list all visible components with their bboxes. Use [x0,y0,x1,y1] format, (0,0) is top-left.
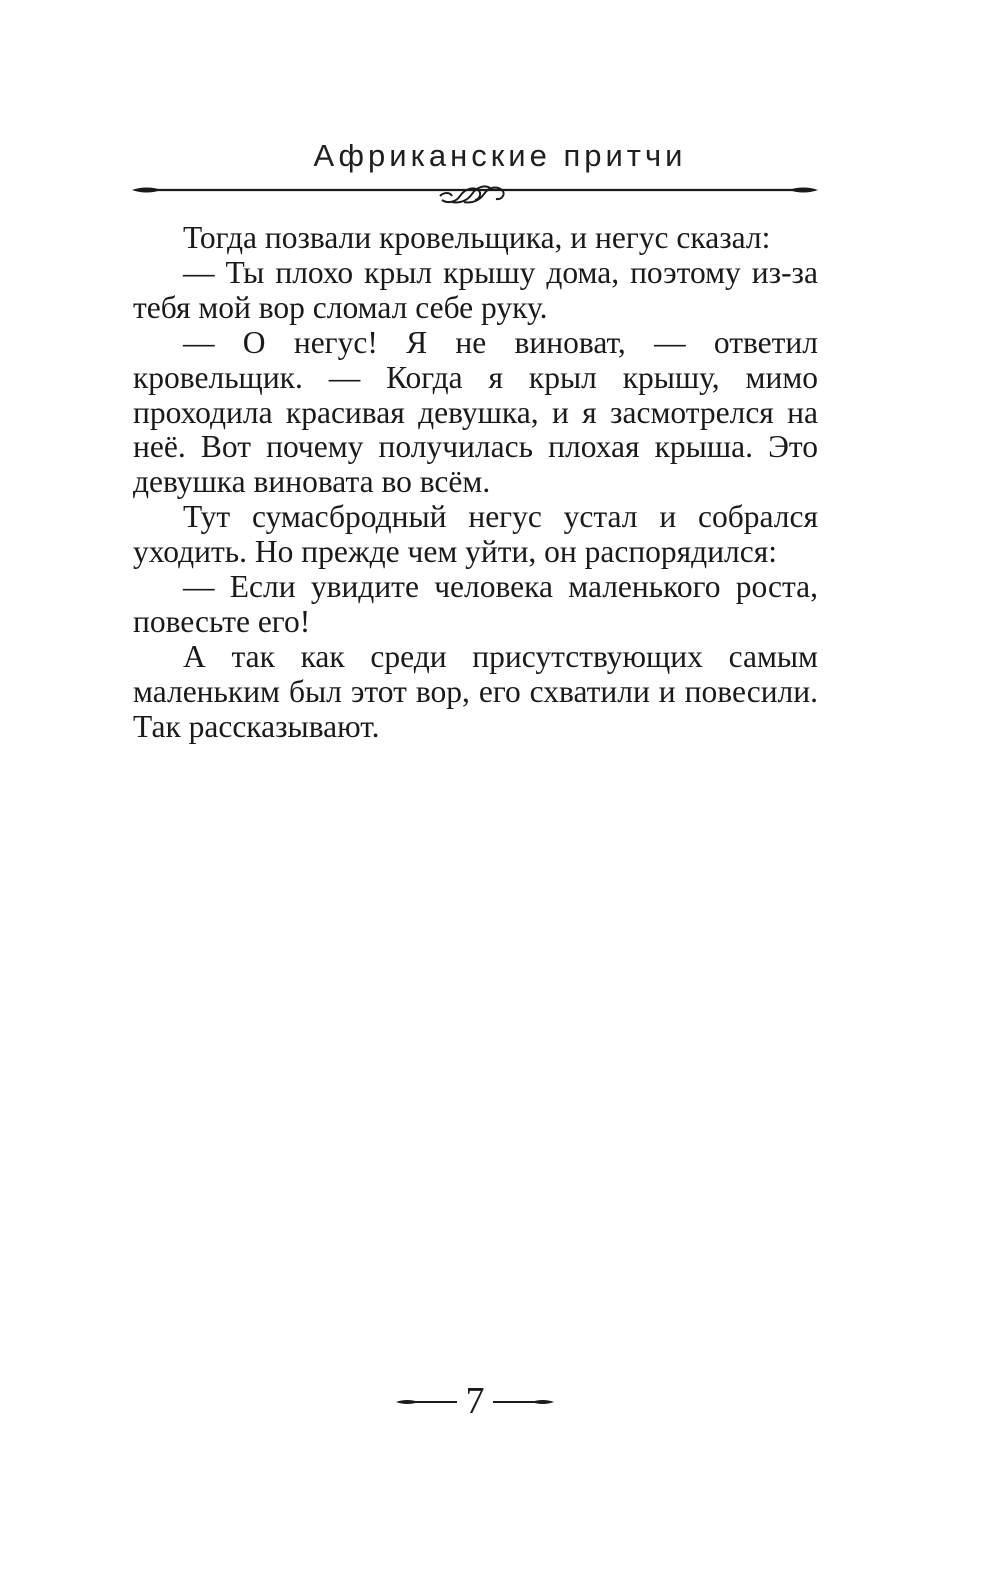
body-text [133,221,818,745]
running-title: Африканские притчи [313,138,687,173]
page-footer [0,1378,1000,1428]
paragraph: Тут сумасбродный негус устал и собрался уходить. Но прежде чем уйти, он распорядился: [133,499,818,570]
footer-ornament-left [395,1394,459,1410]
paragraph: А так как среди присутствующих самым маленьким был этот вор, его схватили и повесили. Так рассказывают. [133,638,818,744]
paragraph: — Если увидите человека маленького роста, повесьте его! [133,569,818,639]
header-ornament-rule [130,174,820,208]
footer-ornament-right [491,1394,555,1410]
paragraph: Тогда позвали кровельщика, и негус сказал: [183,220,771,255]
paragraph: — О негус! Я не виноват, — ответил кровельщик. — Когда я крыл крышу, мимо проходила красивая девушка, и я засмотрелся на неё. Вот почему получилась плохая крыша. Это девушка виновата во всём. [133,324,818,500]
page-number: 7 [465,1380,485,1422]
paragraph: — Ты плохо крыл крышу дома, поэтому из-за тебя мой вор сломал себе руку. [133,254,818,325]
